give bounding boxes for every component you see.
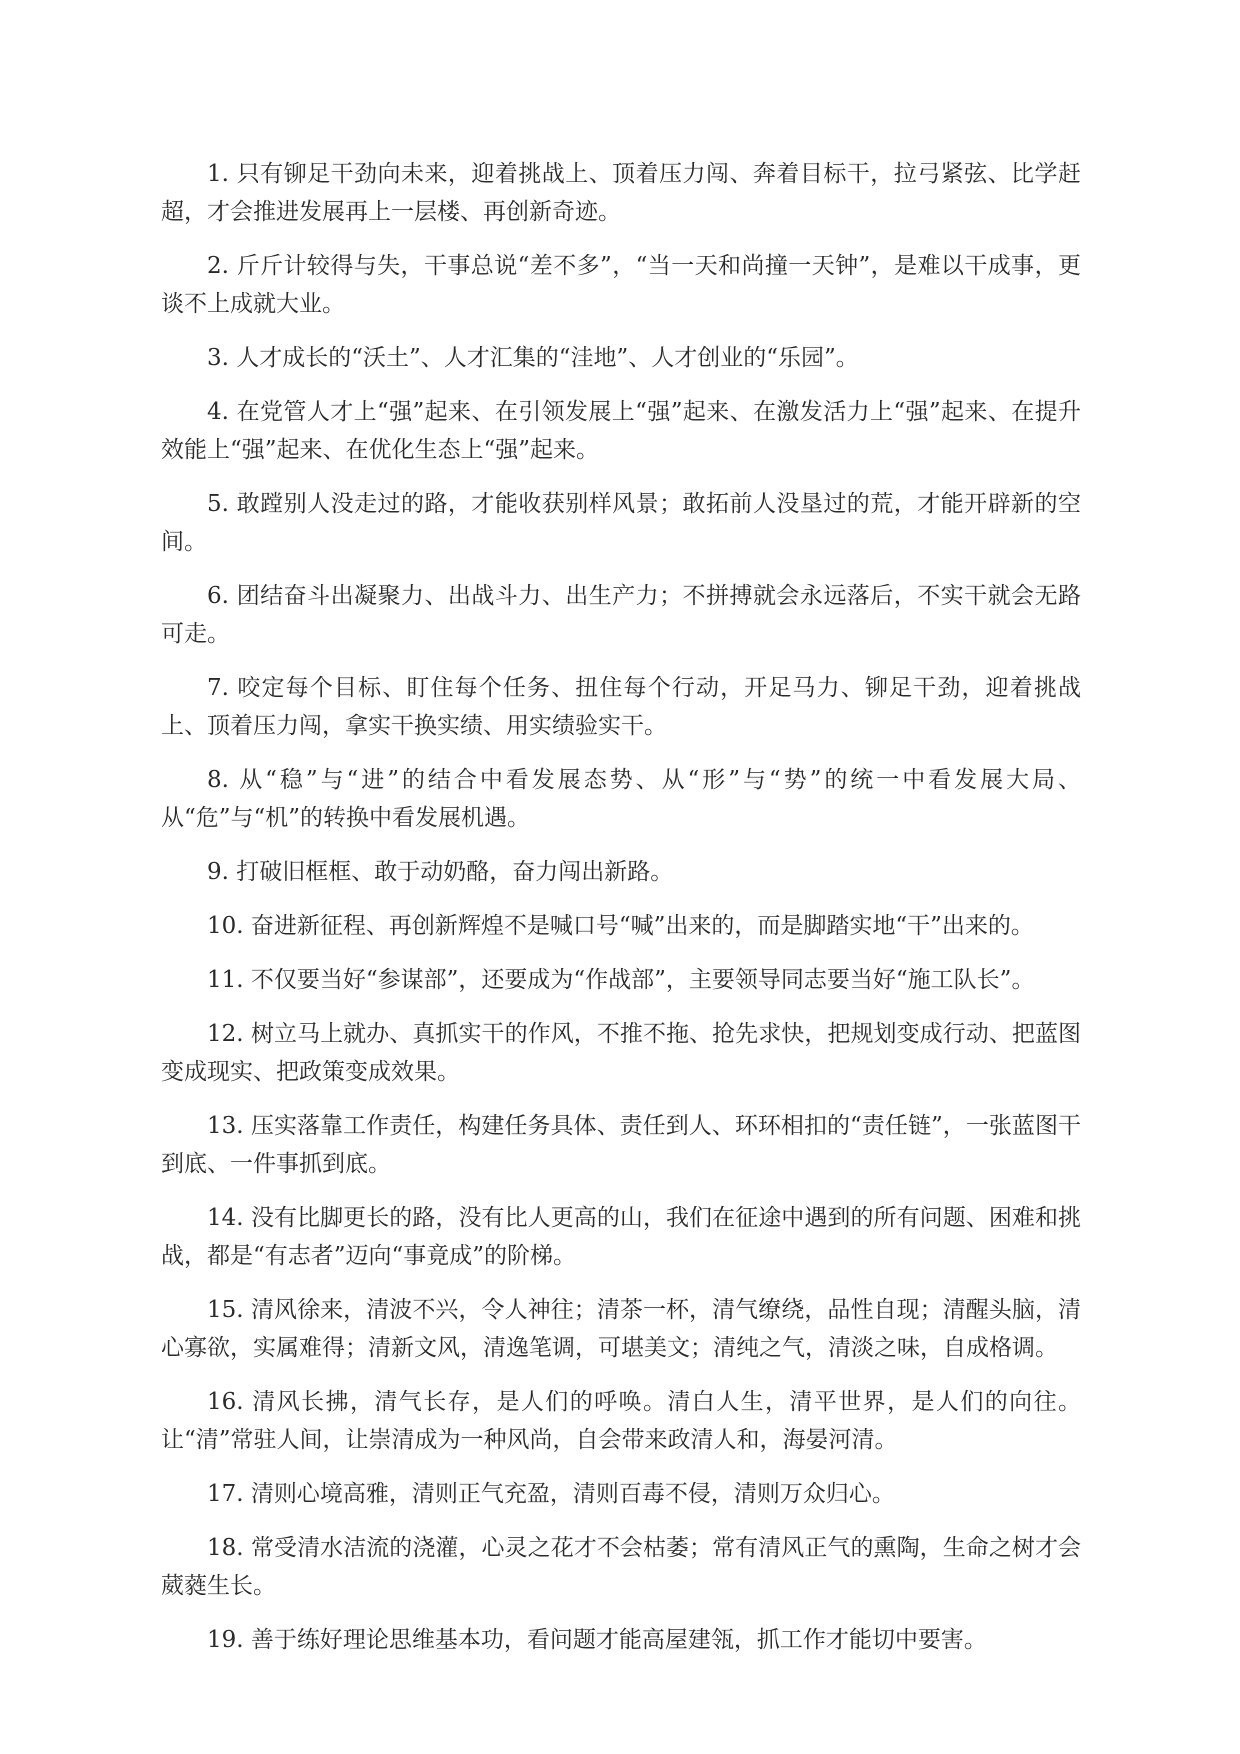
- paragraph-14: 14. 没有比脚更长的路，没有比人更高的山，我们在征途中遇到的所有问题、困难和挑战，都是“有志者”迈向“事竟成”的阶梯。: [161, 1205, 1081, 1269]
- paragraph-17: 17. 清则心境高雅，清则正气充盈，清则百毒不侵，清则万众归心。: [207, 1481, 895, 1507]
- paragraph-3: 3. 人才成长的“沃土”、人才汇集的“洼地”、人才创业的“乐园”。: [207, 345, 859, 371]
- paragraph-12: 12. 树立马上就办、真抓实干的作风，不推不拖、抢先求快，把规划变成行动、把蓝图变成现实、把政策变成效果。: [161, 1021, 1081, 1085]
- paragraph-13: 13. 压实落靠工作责任，构建任务具体、责任到人、环环相扣的“责任链”，一张蓝图干到底、一件事抓到底。: [161, 1113, 1081, 1177]
- paragraph-9: 9. 打破旧框框、敢于动奶酪，奋力闯出新路。: [207, 859, 674, 885]
- paragraph-7: 7. 咬定每个目标、盯住每个任务、扭住每个行动，开足马力、铆足干劲，迎着挑战上、顶着压力闯，拿实干换实绩、用实绩验实干。: [161, 675, 1081, 739]
- paragraph-8: 8. 从“稳”与“进”的结合中看发展态势、从“形”与“势”的统一中看发展大局、从“危”与“机”的转换中看发展机遇。: [161, 767, 1081, 831]
- paragraph-11: 11. 不仅要当好“参谋部”，还要成为“作战部”，主要领导同志要当好“施工队长”。: [207, 967, 1035, 993]
- paragraph-6: 6. 团结奋斗出凝聚力、出战斗力、出生产力；不拼搏就会永远落后，不实干就会无路可走。: [161, 583, 1081, 647]
- document-body: [161, 155, 1081, 1675]
- paragraph-5: 5. 敢蹚别人没走过的路，才能收获别样风景；敢拓前人没垦过的荒，才能开辟新的空间。: [161, 491, 1081, 555]
- paragraph-10: 10. 奋进新征程、再创新辉煌不是喊口号“喊”出来的，而是脚踏实地“干”出来的。: [207, 913, 1034, 939]
- paragraph-4: 4. 在党管人才上“强”起来、在引领发展上“强”起来、在激发活力上“强”起来、在提升效能上“强”起来、在优化生态上“强”起来。: [161, 399, 1081, 463]
- paragraph-16: 16. 清风长拂，清气长存，是人们的呼唤。清白人生，清平世界，是人们的向往。让“清”常驻人间，让崇清成为一种风尚，自会带来政清人和，海晏河清。: [161, 1389, 1081, 1453]
- paragraph-15: 15. 清风徐来，清波不兴，令人神往；清茶一杯，清气缭绕，品性自现；清醒头脑，清心寡欲，实属难得；清新文风，清逸笔调，可堪美文；清纯之气，清淡之味，自成格调。: [161, 1297, 1081, 1361]
- paragraph-1: 1. 只有铆足干劲向未来，迎着挑战上、顶着压力闯、奔着目标干，拉弓紧弦、比学赶超，才会推进发展再上一层楼、再创新奇迹。: [161, 161, 1081, 225]
- paragraph-19: 19. 善于练好理论思维基本功，看问题才能高屋建瓴，抓工作才能切中要害。: [207, 1627, 987, 1653]
- paragraph-18: 18. 常受清水洁流的浇灌，心灵之花才不会枯萎；常有清风正气的熏陶，生命之树才会葳蕤生长。: [161, 1535, 1081, 1599]
- paragraph-2: 2. 斤斤计较得与失，干事总说“差不多”，“当一天和尚撞一天钟”，是难以干成事，更谈不上成就大业。: [161, 253, 1081, 317]
